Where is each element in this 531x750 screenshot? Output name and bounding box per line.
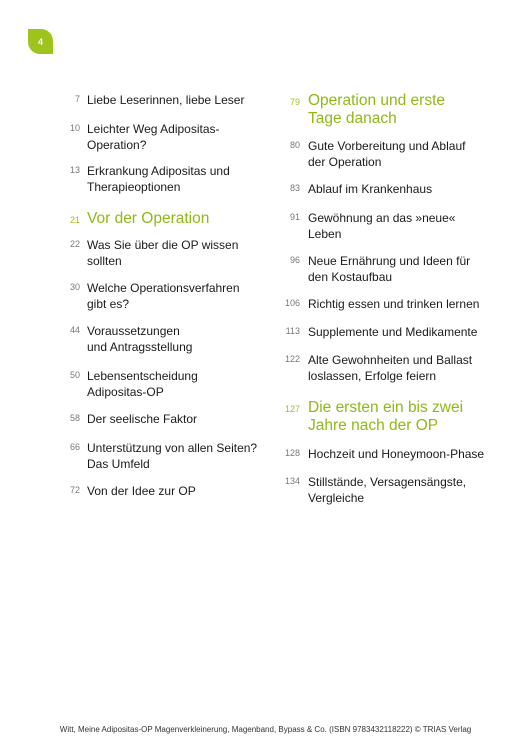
page-number-badge: 4 [28, 29, 53, 54]
toc-page-number: 30 [69, 282, 80, 292]
toc-page-number: 22 [69, 239, 80, 249]
toc-page-number: 58 [69, 413, 80, 423]
toc-entry-title: Supplemente und Medikamente [308, 325, 478, 339]
toc-entry-title-line1: Stillstände, Versagensängste, [308, 475, 467, 489]
toc-page-number: 66 [69, 442, 80, 452]
toc-page-number: 72 [69, 485, 80, 495]
toc-page-number: 80 [289, 140, 300, 150]
toc-entry-title-line2: sollten [87, 254, 122, 268]
toc-entry-title-line2: gibt es? [87, 297, 130, 311]
toc-page-number: 127 [284, 404, 300, 414]
toc-entry-title: Hochzeit und Honeymoon-Phase [308, 447, 485, 461]
toc-entry-title-line1: Gewöhnung an das »neue« [308, 211, 456, 225]
toc-entry-title-line2: der Operation [308, 155, 382, 169]
page-footer: Witt, Meine Adipositas-OP Magenverkleinerung, Magenband, Bypass & Co. (ISBN 9783432118222) © TRIAS Verlag [59, 725, 472, 734]
toc-page-number: 83 [289, 183, 300, 193]
toc-entry-title-line1: Unterstützung von allen Seiten? [87, 441, 258, 455]
toc-page-number: 7 [74, 94, 80, 104]
toc-page-number: 44 [69, 325, 80, 335]
toc-entry-title-line2: Adipositas-OP [87, 385, 164, 399]
toc-entry-title: Richtig essen und trinken lernen [308, 297, 480, 311]
toc-page-number: 13 [69, 165, 80, 175]
toc-chapter-title-line2: Tage danach [308, 110, 397, 127]
toc-entry-title-line2: und Antragsstellung [87, 340, 193, 354]
toc-page-number: 134 [284, 476, 300, 486]
toc-entry-title-line1: Lebensentscheidung [87, 369, 198, 383]
toc-entry-title-line1: Alte Gewohnheiten und Ballast [308, 353, 473, 367]
toc-entry-title-line2: loslassen, Erfolge feiern [308, 369, 437, 383]
toc-page-number: 122 [284, 354, 300, 364]
toc-entry-title-line2: Leben [308, 227, 342, 241]
toc-entry-title-line1: Neue Ernährung und Ideen für [308, 254, 471, 268]
toc-entry-title-line1: Welche Operationsverfahren [87, 281, 240, 295]
toc-entry-title-line2: den Kostaufbau [308, 270, 393, 284]
toc-entry-title-line2: Therapieoptionen [87, 180, 181, 194]
toc-entry-title: Liebe Leserinnen, liebe Leser [87, 93, 245, 107]
toc-entry-title: Ablauf im Krankenhaus [308, 182, 433, 196]
toc-page-number: 113 [285, 326, 300, 336]
toc-entry-title-line1: Was Sie über die OP wissen [87, 238, 239, 252]
toc-entry-title-line2: Das Umfeld [87, 457, 150, 471]
toc-chapter-title: Vor der Operation [87, 210, 210, 227]
toc-page-number: 21 [69, 215, 80, 225]
toc-entry-title-line1: Gute Vorbereitung und Ablauf [308, 139, 466, 153]
toc-entry-title-line1: Voraussetzungen [87, 324, 180, 338]
toc-page-number: 50 [69, 370, 80, 380]
toc-page-number: 96 [289, 255, 300, 265]
toc-entry-title: Der seelische Faktor [87, 412, 198, 426]
toc-chapter-title-line2: Jahre nach der OP [308, 417, 439, 434]
toc-page-number: 79 [289, 97, 300, 107]
toc-entry-title-line2: Vergleiche [308, 491, 365, 505]
toc-chapter-title-line1: Operation und erste [308, 92, 446, 109]
toc-page-number: 91 [289, 212, 300, 222]
toc-entry-title-line2: Operation? [87, 138, 147, 152]
toc-entry-title: Von der Idee zur OP [87, 484, 196, 498]
toc-page-number: 10 [69, 123, 80, 133]
toc-entry-title-line1: Erkrankung Adipositas und [87, 164, 230, 178]
toc-entry-title-line1: Leichter Weg Adipositas- [87, 122, 220, 136]
toc-chapter-title-line1: Die ersten ein bis zwei [308, 399, 464, 416]
toc-page-number: 128 [284, 448, 300, 458]
toc-page-number: 106 [284, 298, 300, 308]
